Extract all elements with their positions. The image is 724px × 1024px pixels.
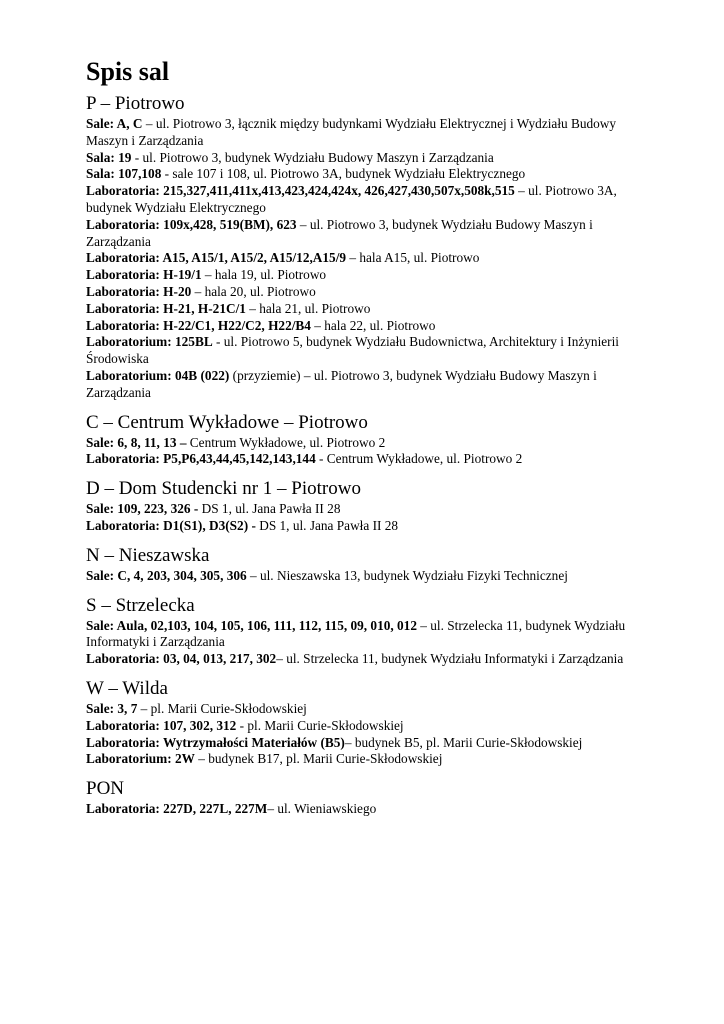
section-heading: W – Wilda xyxy=(86,677,168,699)
section-heading: S – Strzelecka xyxy=(86,594,195,616)
room-label: Laboratoria: H-20 xyxy=(86,283,192,299)
room-label: Laboratoria: H-19/1 xyxy=(86,267,202,283)
room-entry xyxy=(86,435,646,452)
room-label: Sala: 107,108 xyxy=(86,166,162,182)
room-location: – hala 19, ul. Piotrowo xyxy=(201,267,327,283)
room-entry xyxy=(86,751,646,768)
room-entry xyxy=(86,334,646,368)
room-location: - Centrum Wykładowe, ul. Piotrowo 2 xyxy=(315,451,523,467)
section xyxy=(86,778,646,818)
room-entry xyxy=(86,701,646,718)
room-entry xyxy=(86,150,646,167)
room-label: Laboratoria: P5,P6,43,44,45,142,143,144 xyxy=(86,451,316,467)
room-entry xyxy=(86,501,646,518)
room-entry xyxy=(86,651,646,668)
section-heading: PON xyxy=(86,778,125,800)
room-location: – budynek B5, pl. Marii Curie-Skłodowskiej xyxy=(344,734,583,750)
room-label: Laboratorium: 125BL xyxy=(86,334,213,350)
section xyxy=(86,545,646,585)
room-entry xyxy=(86,318,646,335)
section-heading: P – Piotrowo xyxy=(86,93,185,114)
section-heading: D – Dom Studencki nr 1 – Piotrowo xyxy=(86,478,361,500)
room-label: Sale: 109, 223, 326 - xyxy=(86,501,199,517)
room-label: Sale: C, 4, 203, 304, 305, 306 xyxy=(86,567,247,583)
room-location: – ul. Nieszawska 13, budynek Wydziału Fizyki Technicznej xyxy=(246,567,568,583)
room-entry xyxy=(86,116,646,150)
room-location: – ul. Strzelecka 11, budynek Wydziału Informatyki i Zarządzania xyxy=(86,617,626,650)
room-location: DS 1, ul. Jana Pawła II 28 xyxy=(198,501,341,517)
room-label: Laboratoria: A15, A15/1, A15/2, A15/12,A15/9 xyxy=(86,250,347,266)
room-label: Laboratoria: 109x,428, 519(BM), 623 xyxy=(86,216,297,232)
room-location: – hala 22, ul. Piotrowo xyxy=(310,317,436,333)
room-location: - sale 107 i 108, ul. Piotrowo 3A, budynek Wydziału Elektrycznego xyxy=(161,166,526,182)
room-location: – hala 21, ul. Piotrowo xyxy=(245,300,371,316)
room-location: – pl. Marii Curie-Skłodowskiej xyxy=(137,700,307,716)
room-label: Sale: 3, 7 xyxy=(86,700,138,716)
room-label: Laboratorium: 2W xyxy=(86,751,195,767)
section-heading: C – Centrum Wykładowe – Piotrowo xyxy=(86,411,368,433)
room-location: – ul. Piotrowo 3A, budynek Wydziału Elektrycznego xyxy=(86,183,617,215)
section-heading: N – Nieszawska xyxy=(86,544,210,566)
section xyxy=(86,678,646,768)
room-location: Centrum Wykładowe, ul. Piotrowo 2 xyxy=(186,434,386,450)
room-location: – ul. Piotrowo 3, budynek Wydziału Budowy Maszyn i Zarządzania xyxy=(86,216,593,249)
room-label: Laboratoria: Wytrzymałości Materiałów (B5) xyxy=(86,734,345,750)
room-entry xyxy=(86,368,646,402)
document-page xyxy=(86,55,646,818)
room-label: Laboratoria: 227D, 227L, 227M xyxy=(86,801,268,817)
room-label: Laboratoria: 215,327,411,411x,413,423,424,424x, 426,427,430,507x,508k,515 xyxy=(86,183,515,199)
room-entry xyxy=(86,217,646,251)
room-entry xyxy=(86,568,646,585)
section xyxy=(86,595,646,668)
room-label: Laboratoria: D1(S1), D3(S2) - xyxy=(86,517,256,533)
room-label: Sale: A, C xyxy=(86,116,143,131)
room-location: - pl. Marii Curie-Skłodowskiej xyxy=(236,717,404,733)
room-location: – hala A15, ul. Piotrowo xyxy=(346,250,480,266)
room-location: – ul. Piotrowo 3, łącznik między budynkami Wydziału Elektrycznej i Wydziału Budowy Maszyn i Zarządzania xyxy=(86,116,617,148)
sections-container xyxy=(86,93,646,818)
room-label: Sale: Aula, 02,103, 104, 105, 106, 111, 112, 115, 09, 010, 012 xyxy=(86,617,417,633)
room-entry xyxy=(86,166,646,183)
room-label: Sala: 19 xyxy=(86,149,132,165)
room-location: – budynek B17, pl. Marii Curie-Skłodowskiej xyxy=(194,751,443,767)
section xyxy=(86,478,646,535)
room-location: – hala 20, ul. Piotrowo xyxy=(191,283,316,299)
room-label: Laboratoria: H-22/C1, H22/C2, H22/B4 xyxy=(86,317,311,333)
room-entry xyxy=(86,735,646,752)
page-title: Spis sal xyxy=(86,57,170,86)
room-entry xyxy=(86,267,646,284)
room-location: - ul. Piotrowo 3, budynek Wydziału Budowy Maszyn i Zarządzania xyxy=(131,149,494,165)
room-entry xyxy=(86,518,646,535)
room-entry xyxy=(86,250,646,267)
room-location: (przyziemie) – ul. Piotrowo 3, budynek Wydziału Budowy Maszyn i Zarządzania xyxy=(86,367,597,400)
room-entry xyxy=(86,718,646,735)
room-location: DS 1, ul. Jana Pawła II 28 xyxy=(255,517,399,533)
room-entry xyxy=(86,284,646,301)
room-location: - ul. Piotrowo 5, budynek Wydziału Budownictwa, Architektury i Inżynierii Środowiska xyxy=(86,334,619,367)
room-entry xyxy=(86,183,646,217)
room-label: Laboratorium: 04B (022) xyxy=(86,367,230,383)
room-location: – ul. Wieniawskiego xyxy=(267,801,377,817)
room-label: Laboratoria: 03, 04, 013, 217, 302 xyxy=(86,651,277,667)
room-location: – ul. Strzelecka 11, budynek Wydziału Informatyki i Zarządzania xyxy=(276,651,624,667)
room-entry xyxy=(86,301,646,318)
room-entry xyxy=(86,451,646,468)
room-entry xyxy=(86,801,646,818)
section xyxy=(86,412,646,469)
room-label: Laboratoria: H-21, H-21C/1 xyxy=(86,300,246,316)
room-label: Laboratoria: 107, 302, 312 xyxy=(86,717,237,733)
section xyxy=(86,93,646,402)
room-label: Sale: 6, 8, 11, 13 – xyxy=(86,434,187,450)
room-entry xyxy=(86,618,646,652)
